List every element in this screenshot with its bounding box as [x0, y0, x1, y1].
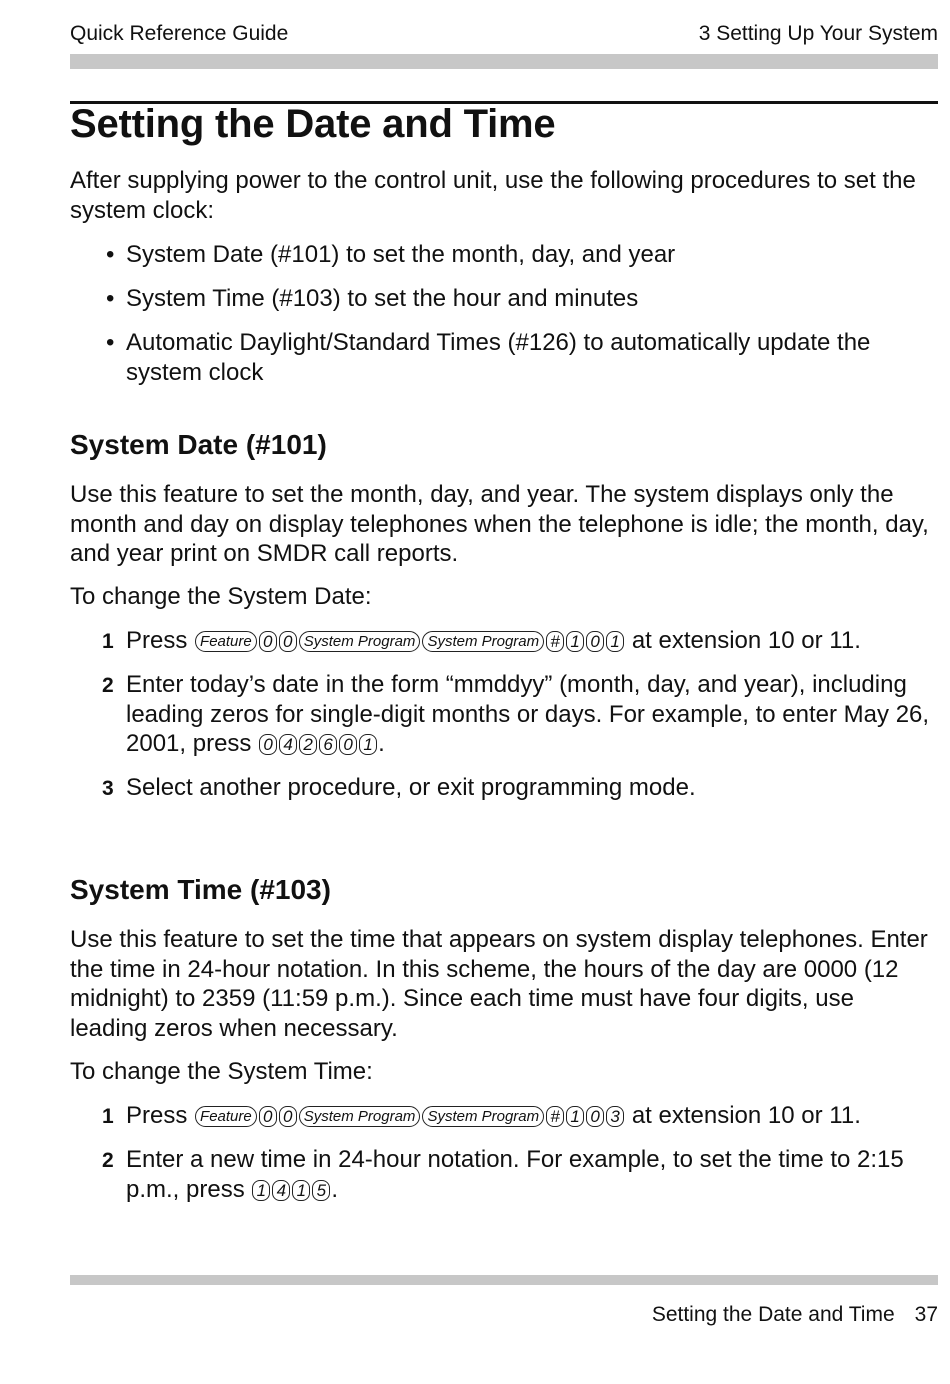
- step-text: Enter today’s date in the form “mmddyy” (month, day, and year), including leading zeros for single-digit months or days. For example, to enter May 26, 2001, press: [126, 671, 930, 757]
- dial-key-icon: 4: [272, 1180, 290, 1201]
- system-program-key-icon: System Program: [299, 1106, 421, 1127]
- dial-key-icon: 6: [319, 734, 337, 755]
- step-text: .: [378, 730, 385, 757]
- system-date-description: Use this feature to set the month, day, and year. The system displays only the month and day on display telephones when the telephone is idle; the month, day, and year print on SMDR call reports.: [70, 481, 929, 567]
- dial-key-icon: 0: [279, 631, 297, 652]
- dial-key-icon: #: [546, 631, 564, 652]
- dial-key-icon: 1: [292, 1180, 310, 1201]
- dial-key-icon: 2: [299, 734, 317, 755]
- dial-key-icon: 1: [566, 631, 584, 652]
- step-item: [70, 773, 938, 803]
- feature-key-icon: Feature: [195, 631, 257, 652]
- header-rule: [70, 54, 938, 69]
- system-time-lead: To change the System Time:: [70, 1058, 373, 1085]
- key-sequence: [194, 627, 625, 654]
- page-title: Setting the Date and Time: [70, 102, 556, 146]
- system-program-key-icon: System Program: [422, 631, 544, 652]
- step-number: 2: [102, 674, 114, 697]
- key-sequence: [194, 1102, 625, 1129]
- dial-key-icon: 3: [606, 1106, 624, 1127]
- system-date-lead: To change the System Date:: [70, 583, 372, 610]
- key-sequence: [251, 1176, 331, 1203]
- list-item-text: System Date (#101) to set the month, day, and year: [126, 241, 676, 268]
- step-item: [70, 1101, 938, 1131]
- dial-key-icon: #: [546, 1106, 564, 1127]
- system-program-key-icon: System Program: [299, 631, 421, 652]
- system-program-key-icon: System Program: [422, 1106, 544, 1127]
- step-item: [70, 626, 938, 656]
- dial-key-icon: 0: [339, 734, 357, 755]
- footer-rule: [70, 1275, 938, 1285]
- dial-key-icon: 0: [259, 1106, 277, 1127]
- bullet-mark: •: [106, 241, 115, 268]
- bullet-mark: •: [106, 329, 115, 356]
- page-number: 37: [914, 1303, 938, 1326]
- list-item-text: System Time (#103) to set the hour and minutes: [126, 285, 639, 312]
- list-item: [70, 328, 938, 387]
- footer-section-title: Setting the Date and Time: [651, 1303, 895, 1326]
- system-date-steps: [70, 626, 938, 817]
- procedure-list: [70, 240, 938, 402]
- running-footer: [652, 1303, 938, 1327]
- system-time-steps: [70, 1101, 938, 1219]
- dial-key-icon: 1: [359, 734, 377, 755]
- dial-key-icon: 0: [279, 1106, 297, 1127]
- dial-key-icon: 0: [259, 631, 277, 652]
- system-date-heading: System Date (#101): [70, 429, 327, 460]
- dial-key-icon: 4: [279, 734, 297, 755]
- list-item: [70, 240, 938, 270]
- dial-key-icon: 0: [586, 631, 604, 652]
- step-text: at extension 10 or 11.: [631, 627, 861, 654]
- step-text: Select another procedure, or exit programming mode.: [126, 774, 696, 801]
- system-time-heading: System Time (#103): [70, 874, 331, 905]
- step-number: 2: [102, 1149, 114, 1172]
- dial-key-icon: 1: [566, 1106, 584, 1127]
- list-item-text: Automatic Daylight/Standard Times (#126) to automatically update the system clock: [126, 329, 871, 386]
- step-number: 1: [102, 630, 114, 653]
- system-time-description: Use this feature to set the time that appears on system display telephones. Enter the time in 24-hour notation. In this scheme, the hours of the day are 0000 (12 midnight) to 2359 (11:59 p.m.). Since each time must have four digits, use leading zeros when necessary.: [70, 926, 928, 1042]
- list-item: [70, 284, 938, 314]
- dial-key-icon: 1: [606, 631, 624, 652]
- header-guide-title: Quick Reference Guide: [70, 22, 289, 45]
- step-text: Enter a new time in 24-hour notation. For example, to set the time to 2:15 p.m., press: [126, 1146, 904, 1203]
- step-text: Press: [126, 1102, 188, 1129]
- step-number: 1: [102, 1105, 114, 1128]
- bullet-mark: •: [106, 285, 115, 312]
- step-number: 3: [102, 777, 114, 800]
- dial-key-icon: 1: [252, 1180, 270, 1201]
- header-chapter-title: 3 Setting Up Your System: [698, 22, 938, 45]
- dial-key-icon: 0: [586, 1106, 604, 1127]
- step-text: at extension 10 or 11.: [631, 1102, 861, 1129]
- step-text: .: [331, 1175, 339, 1203]
- step-item: [70, 670, 938, 759]
- dial-key-icon: 5: [312, 1180, 330, 1201]
- step-item: [70, 1145, 938, 1204]
- intro-paragraph: After supplying power to the control unit, use the following procedures to set the system clock:: [70, 167, 916, 224]
- dial-key-icon: 0: [259, 734, 277, 755]
- feature-key-icon: Feature: [195, 1106, 257, 1127]
- step-text: Press: [126, 627, 188, 654]
- key-sequence: [258, 730, 378, 757]
